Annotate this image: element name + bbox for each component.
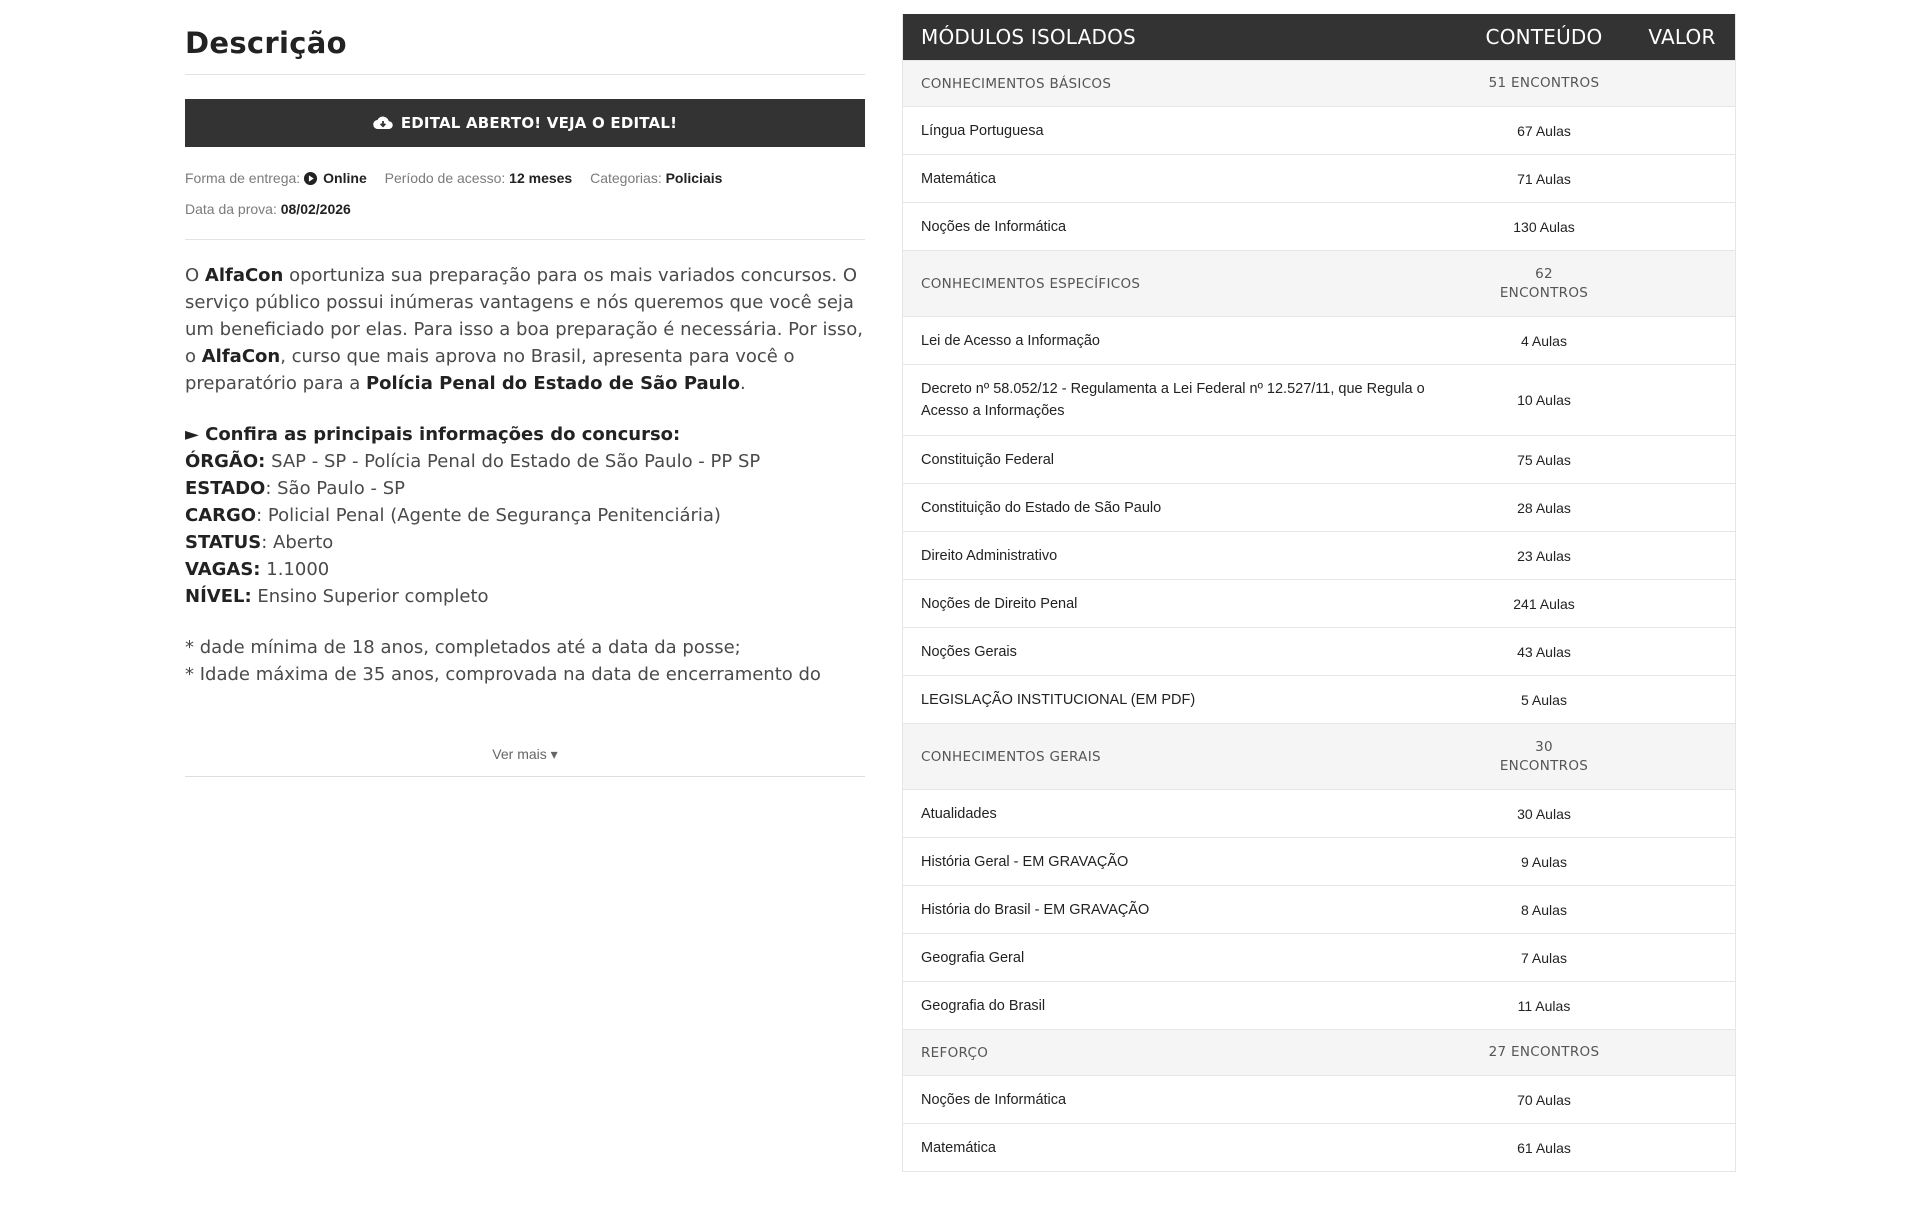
info-status: STATUS: Aberto — [185, 532, 334, 553]
note-age-min: * dade mínima de 18 anos, completados até a data da posse; — [185, 637, 741, 658]
module-row: História do Brasil - EM GRAVAÇÃO 8 Aulas — [903, 885, 1735, 933]
group-row-gerais: CONHECIMENTOS GERAIS 30 ENCONTROS — [903, 723, 1735, 789]
module-row: Língua Portuguesa 67 Aulas — [903, 106, 1735, 154]
module-row: História Geral - EM GRAVAÇÃO 9 Aulas — [903, 837, 1735, 885]
module-row: Direito Administrativo 23 Aulas — [903, 531, 1735, 579]
module-row: Constituição Federal 75 Aulas — [903, 435, 1735, 483]
module-row: Geografia Geral 7 Aulas — [903, 933, 1735, 981]
exam-date-label: Data da prova: — [185, 201, 277, 217]
header-modules: MÓDULOS ISOLADOS — [921, 25, 1136, 49]
info-orgao: ÓRGÃO: SAP - SP - Polícia Penal do Estado de São Paulo - PP SP — [185, 451, 761, 472]
period-value: 12 meses — [509, 170, 573, 186]
module-row: Atualidades 30 Aulas — [903, 789, 1735, 837]
intro-paragraph: O AlfaCon oportuniza sua preparação para os mais variados concursos. O serviço público possui inúmeras vantagens e nós queremos que você seja um beneficiado por elas. Para isso a boa preparação é necessária. Por isso, o AlfaCon, curso que mais aprova no Brasil, apresenta para você o preparatório para a Polícia Penal do Estado de São Paulo. — [185, 265, 864, 394]
delivery-label: Forma de entrega: — [185, 170, 301, 186]
info-cargo: CARGO: Policial Penal (Agente de Segurança Penitenciária) — [185, 505, 721, 526]
header-value: VALOR — [1648, 25, 1716, 49]
note-age-max: * Idade máxima de 35 anos, comprovada na data de encerramento do — [185, 664, 821, 685]
module-row: Noções de Informática 130 Aulas — [903, 202, 1735, 250]
edital-banner-label: EDITAL ABERTO! VEJA O EDITAL! — [400, 114, 678, 132]
module-row: Matemática 61 Aulas — [903, 1123, 1735, 1171]
header-content: CONTEÚDO — [1485, 25, 1603, 49]
course-meta — [185, 147, 865, 240]
modules-table-header — [903, 14, 1735, 60]
exam-date-value: 08/02/2026 — [280, 201, 351, 217]
info-header: ► Confira as principais informações do concurso: — [185, 424, 681, 445]
delivery-value: Online — [323, 170, 367, 186]
period-label: Período de acesso: — [384, 170, 506, 186]
category-label: Categorias: — [590, 170, 662, 186]
module-row: Noções de Informática 70 Aulas — [903, 1075, 1735, 1123]
module-row: Matemática 71 Aulas — [903, 154, 1735, 202]
info-nivel: NÍVEL: Ensino Superior completo — [185, 586, 489, 607]
module-row: Constituição do Estado de São Paulo 28 Aulas — [903, 483, 1735, 531]
group-row-basicos: CONHECIMENTOS BÁSICOS 51 ENCONTROS — [903, 60, 1735, 106]
group-row-reforco: REFORÇO 27 ENCONTROS — [903, 1029, 1735, 1075]
module-row: Geografia do Brasil 11 Aulas — [903, 981, 1735, 1029]
module-row: Lei de Acesso a Informação 4 Aulas — [903, 316, 1735, 364]
description-text — [185, 262, 865, 732]
modules-table — [902, 14, 1736, 1172]
module-row: Decreto nº 58.052/12 - Regulamenta a Lei Federal nº 12.527/11, que Regula o Acesso a Informações 10 Aulas — [903, 364, 1735, 435]
description-title: Descrição — [185, 0, 865, 75]
cloud-download-icon — [373, 115, 393, 131]
module-row: Noções de Direito Penal 241 Aulas — [903, 579, 1735, 627]
info-estado: ESTADO: São Paulo - SP — [185, 478, 406, 499]
category-link[interactable]: Policiais — [665, 170, 723, 186]
edital-banner-button[interactable] — [185, 99, 865, 147]
see-more-button[interactable]: Ver mais ▾ — [185, 732, 865, 777]
description-panel — [185, 0, 865, 777]
module-row: Noções Gerais 43 Aulas — [903, 627, 1735, 675]
info-vagas: VAGAS: 1.1000 — [185, 559, 330, 580]
play-circle-icon — [303, 171, 318, 186]
module-row: LEGISLAÇÃO INSTITUCIONAL (EM PDF) 5 Aulas — [903, 675, 1735, 723]
group-row-especificos: CONHECIMENTOS ESPECÍFICOS 62 ENCONTROS — [903, 250, 1735, 316]
